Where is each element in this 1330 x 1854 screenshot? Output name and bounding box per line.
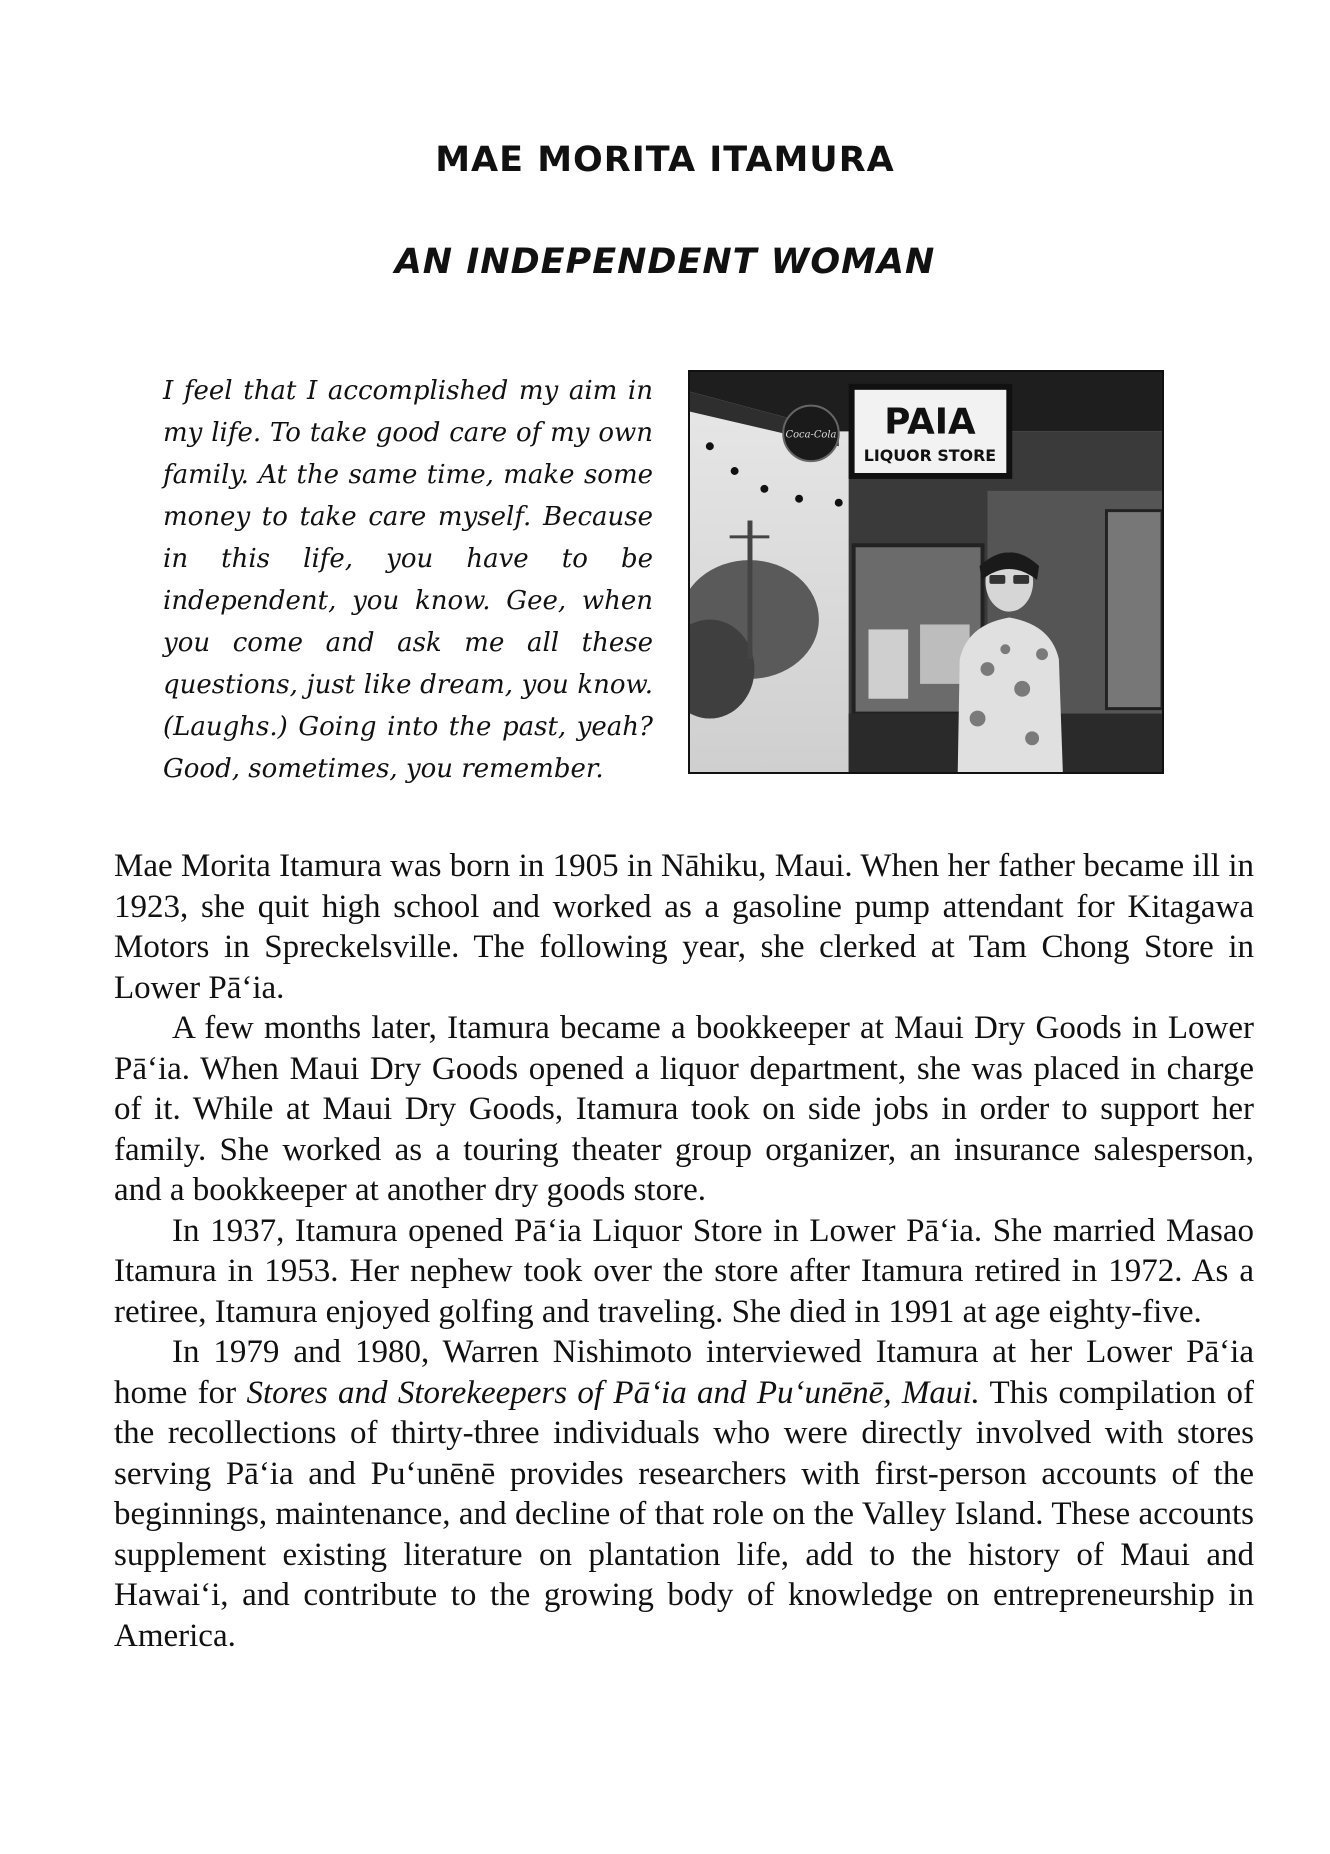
sign-paia: PAIA bbox=[884, 401, 976, 443]
round-sign-text: Coca-Cola bbox=[785, 429, 837, 441]
paragraph-4-start: In 1979 and 1980, Warren Nishimoto interviewed Itamura at her Lower Pāʻia home for bbox=[114, 1334, 1254, 1411]
book-title: Stores and Storekeepers of Pāʻia and Puʻunēnē, Maui. bbox=[246, 1374, 980, 1411]
epigraph-quote: I feel that I accomplished my aim in my life. To take good care of my own family. At the same time, make some money to take care myself. Because in this life, you have to be independent, you know. Gee, when you come and ask me all these questions, just like dream, you know. (Laughs.) Going into the past, yeah? Good, sometimes, you remember. bbox=[163, 376, 653, 784]
paragraph-3: In 1937, Itamura opened Pāʻia Liquor Store in Lower Pāʻia. She married Masao Itamura in 1953. Her nephew took over the store after Itamura retired in 1972. As a retiree, Itamura enjoyed golfing and traveling. She died in 1991 at age eighty-five. bbox=[114, 1212, 1254, 1330]
page-title: MAE MORITA ITAMURA bbox=[435, 140, 895, 180]
paragraph-4 bbox=[114, 1332, 1254, 1656]
paragraph-4-end: This compilation of the recollections of thirty-three individuals who were directly involved with stores serving Pāʻia and Puʻunēnē provides researchers with first-person accounts of the beginnings, maintenance, and decline of that role on the Valley Island. These accounts supplement existing literature on plantation life, add to the history of Maui and Hawaiʻi, and contribute to the growing body of knowledge on entrepreneurship in America. bbox=[114, 1374, 1254, 1654]
sign-liquor-store: LIQUOR STORE bbox=[863, 446, 997, 466]
paragraph-1: Mae Morita Itamura was born in 1905 in Nāhiku, Maui. When her father became ill in 1923, she quit high school and worked as a gasoline pump attendant for Kitagawa Motors in Spreckelsville. The following year, she clerked at Tam Chong Store in Lower Pāʻia. bbox=[114, 848, 1254, 1006]
paragraph-2: A few months later, Itamura became a bookkeeper at Maui Dry Goods in Lower Pāʻia. When Maui Dry Goods opened a liquor department, she was placed in charge of it. While at Maui Dry Goods, Itamura took on side jobs in order to support her family. She worked as a touring theater group organizer, an insurance salesperson, and a bookkeeper at another dry goods store. bbox=[114, 1010, 1254, 1208]
store-photo bbox=[688, 370, 1164, 774]
page-subtitle: AN INDEPENDENT WOMAN bbox=[394, 242, 936, 282]
photo-illustration bbox=[690, 372, 1162, 772]
body-text bbox=[114, 846, 1254, 1656]
